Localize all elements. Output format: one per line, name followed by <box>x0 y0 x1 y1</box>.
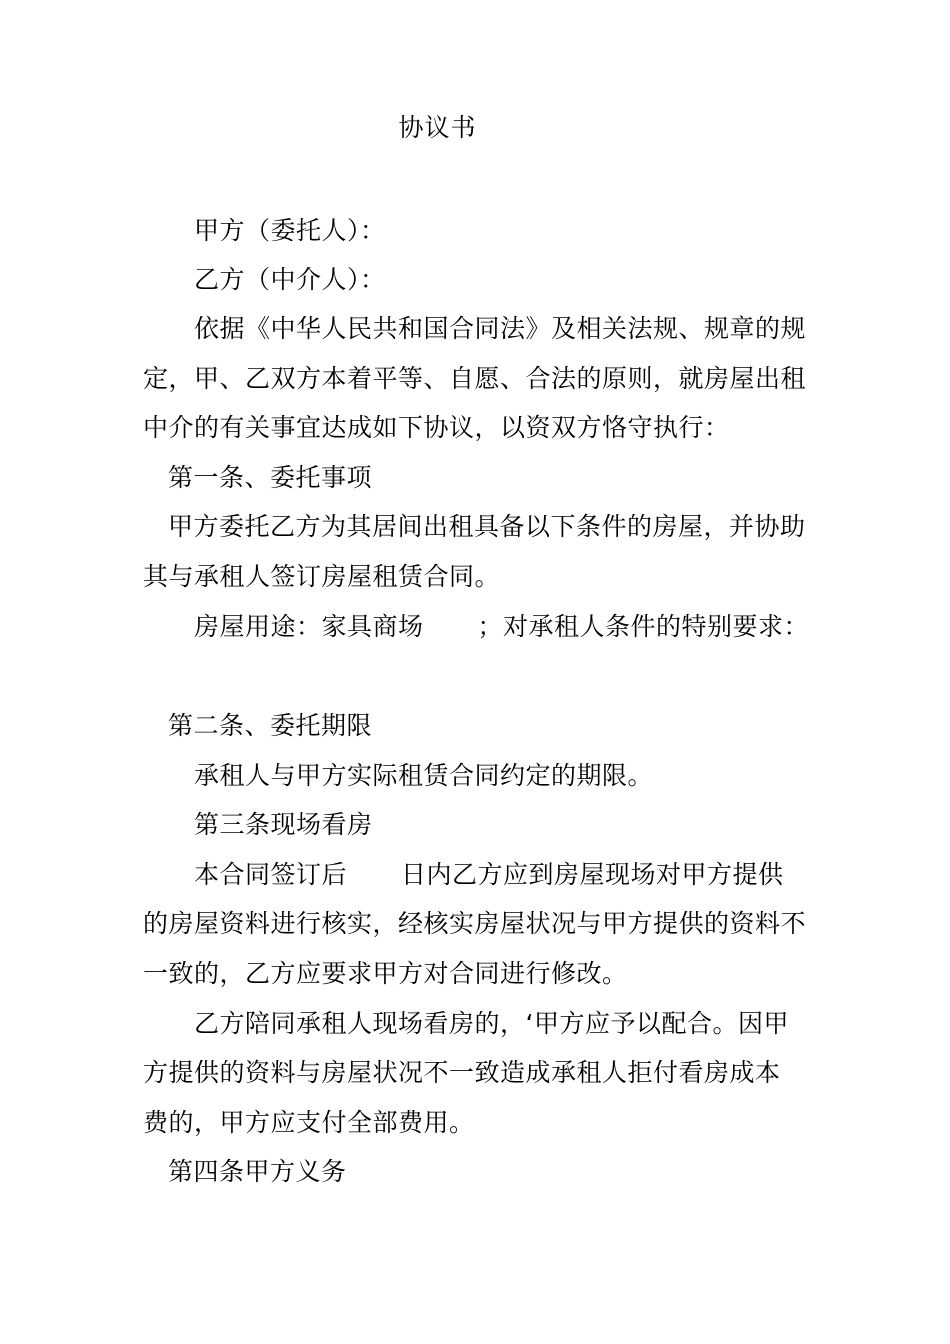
party-a-line: 甲方（委托人）： <box>194 216 386 245</box>
party-b-line: 乙方（中介人）： <box>194 265 386 294</box>
article-3-p2-line-3: 费的，甲方应支付全部费用。 <box>143 1108 475 1137</box>
article-1-body-line-1: 甲方委托乙方为其居间出租具备以下条件的房屋，并协助 <box>168 512 806 541</box>
article-3-p2-line-1: 乙方陪同承租人现场看房的，‘甲方应予以配合。因甲 <box>194 1009 789 1038</box>
article-3-p2-line-2: 方提供的资料与房屋状况不一致造成承租人拒付看房成本 <box>143 1058 781 1087</box>
article-3-p1-line-2: 的房屋资料进行核实，经核实房屋状况与甲方提供的资料不 <box>143 909 807 938</box>
article-2-body: 承租人与甲方实际租赁合同约定的期限。 <box>194 761 654 790</box>
article-3-p1-start: 本合同签订后 <box>194 860 348 889</box>
article-1-heading: 第一条、委托事项 <box>168 463 373 492</box>
article-4-heading: 第四条甲方义务 <box>168 1157 347 1186</box>
article-3-p1-line-3: 一致的，乙方应要求甲方对合同进行修改。 <box>143 959 628 988</box>
article-3-p1-rest: 日内乙方应到房屋现场对甲方提供 <box>401 860 784 889</box>
article-2-heading: 第二条、委托期限 <box>168 711 373 740</box>
article-3-p1-line-1 <box>194 856 784 894</box>
preamble-line-2: 定，甲、乙双方本着平等、自愿、合法的原则，就房屋出租 <box>143 364 807 393</box>
document-title: 协议书 <box>398 113 477 142</box>
preamble-line-3: 中介的有关事宜达成如下协议，以资双方恪守执行： <box>143 413 730 442</box>
article-3-heading: 第三条现场看房 <box>194 810 373 839</box>
article-1-usage-line <box>194 608 809 646</box>
usage-label: 房屋用途：家具商场 <box>194 612 424 641</box>
usage-requirements: ；对承租人条件的特别要求： <box>477 612 810 641</box>
preamble-line-1: 依据《中华人民共和国合同法》及相关法规、规章的规 <box>194 314 807 343</box>
article-1-body-line-2: 其与承租人签订房屋租赁合同。 <box>143 562 501 591</box>
